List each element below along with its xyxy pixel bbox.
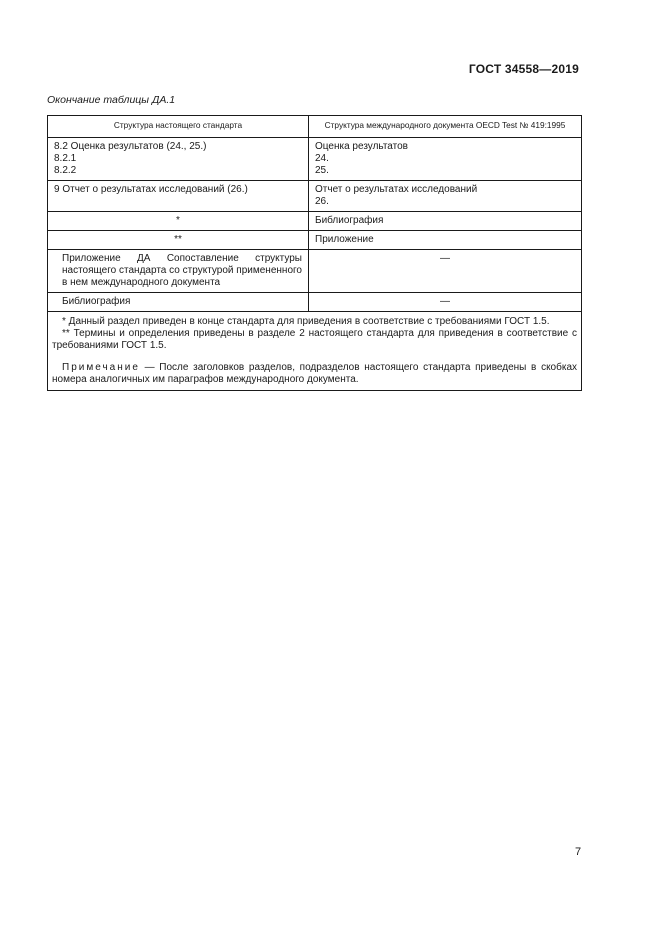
cell-line: 8.2.2 — [54, 165, 77, 176]
table-cell-international — [309, 250, 582, 293]
cell-line: 8.2.1 — [54, 153, 77, 164]
table-notes-row — [48, 312, 582, 391]
table-cell-standard — [48, 231, 309, 250]
table-cell-international — [309, 212, 582, 231]
cell-line: — — [440, 253, 450, 264]
table-row — [48, 231, 582, 250]
cell-line: 24. — [315, 153, 329, 164]
table-cell-standard — [48, 293, 309, 312]
comparison-table — [47, 115, 582, 391]
table-cell-standard — [48, 212, 309, 231]
cell-line: Приложение — [315, 234, 374, 245]
table-row — [48, 138, 582, 181]
table-row — [48, 250, 582, 293]
cell-line: * — [176, 215, 180, 226]
document-code: ГОСТ 34558—2019 — [468, 62, 579, 76]
note-text: — После заголовков разделов, подразделов настоящего стандарта приведены в скобках номера аналогичных им параграфов международного документа. — [52, 362, 577, 385]
page-number: 7 — [575, 846, 582, 858]
cell-line: 9 Отчет о результатах исследований (26.) — [54, 184, 248, 195]
table-cell-standard — [48, 181, 309, 212]
table-row — [48, 293, 582, 312]
table-note — [52, 362, 577, 386]
footnote: ** Термины и определения приведены в разделе 2 настоящего стандарта для приведения в соответствие с требованиями ГОСТ 1.5. — [52, 328, 577, 351]
table-cell-standard — [48, 138, 309, 181]
cell-line: 8.2 Оценка результатов (24., 25.) — [54, 141, 207, 152]
cell-line: Приложение ДА Сопоставление структуры настоящего стандарта со структурой примененного в нем международного документа — [62, 253, 302, 288]
column-header-standard: Структура настоящего стандарта — [48, 116, 309, 138]
cell-line: Оценка результатов — [315, 141, 408, 152]
cell-line: Библиография — [62, 296, 131, 307]
cell-line: — — [440, 296, 450, 307]
table-cell-international — [309, 138, 582, 181]
cell-line: ** — [174, 234, 182, 245]
note-label: Примечание — [62, 362, 140, 373]
column-header-international: Структура международного документа OECD Test № 419:1995 — [309, 116, 582, 138]
table-header-row — [48, 116, 582, 138]
table-cell-international — [309, 231, 582, 250]
footnote: * Данный раздел приведен в конце стандарта для приведения в соответствие с требованиями ГОСТ 1.5. — [62, 316, 550, 327]
cell-line: Библиография — [315, 215, 384, 226]
table-cell-international — [309, 293, 582, 312]
table-caption: Окончание таблицы ДА.1 — [47, 94, 176, 106]
table-cell-international — [309, 181, 582, 212]
table-row — [48, 181, 582, 212]
table-cell-standard — [48, 250, 309, 293]
cell-line: 25. — [315, 165, 329, 176]
table-row — [48, 212, 582, 231]
table-notes-cell — [48, 312, 582, 391]
cell-line: Отчет о результатах исследований — [315, 184, 478, 195]
cell-line: 26. — [315, 196, 329, 207]
